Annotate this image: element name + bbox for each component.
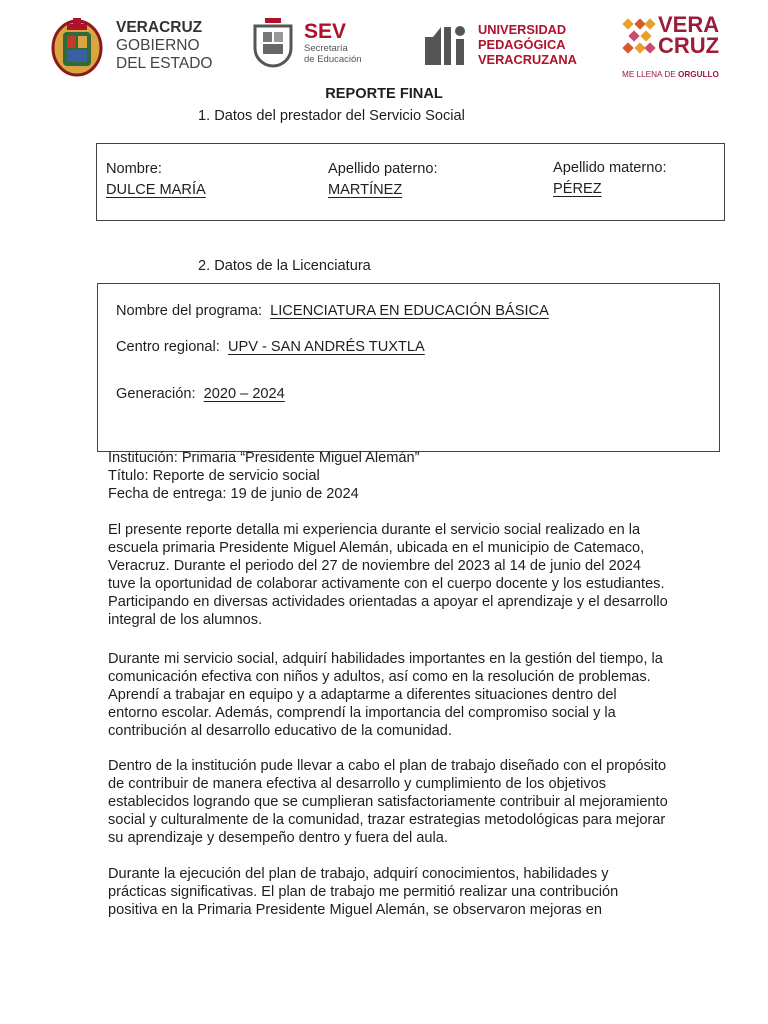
paterno-value: MARTÍNEZ [328,182,403,198]
report-title: REPORTE FINAL [325,86,443,102]
section-1-heading: 1. Datos del prestador del Servicio Social [198,108,465,124]
gobierno-line3: DEL ESTADO [116,55,213,72]
upv-emblem-icon [422,23,470,67]
brand-tag-a: ME LLENA DE [622,70,678,79]
upv-line3: VERACRUZANA [478,52,577,67]
generacion-value: 2020 – 2024 [203,386,285,402]
veracruz-brand-logo [622,14,732,84]
upv-logo [422,22,577,67]
meta-institucion: Institución: Primaria “Presidente Miguel Alemán” [108,450,420,466]
sev-logo [250,16,362,70]
sev-sub2: de Educación [304,54,362,65]
nombre-value: DULCE MARÍA [106,182,206,198]
gobierno-line1: VERACRUZ [116,19,203,36]
veracruz-coat-of-arms-icon [48,14,106,78]
upv-line2: PEDAGÓGICA [478,37,566,52]
materno-value: PÉREZ [553,181,602,197]
veracruz-gobierno-logo [48,14,212,78]
programa-label: Nombre del programa: [116,303,263,319]
meta-titulo: Título: Reporte de servicio social [108,468,320,484]
brand-line2: CRUZ [658,33,720,58]
meta-fecha: Fecha de entrega: 19 de junio de 2024 [108,486,359,502]
section-2-heading: 2. Datos de la Licenciatura [198,258,371,274]
paragraph-1: El presente reporte detalla mi experiencia durante el servicio social realizado en la escuela primaria Presidente Miguel Alemán, ubicada en el municipio de Catemaco, Veracruz. Durante el periodo del 27 de noviembre del 2023 al 14 de junio del 2024 tuve la oportunidad de colaborar activamente con el cuerpo docente y los estudiantes. Participando en diversas actividades orientadas a apoyar el aprendizaje y el desarrollo integral de los alumnos. [108,522,668,628]
sev-sub1: Secretaría [304,43,348,54]
paragraph-3: Dentro de la institución pude llevar a cabo el plan de trabajo diseñado con el propósito de contribuir de manera efectiva al desarrollo y cumplimiento de los objetivos establecidos logrando que se cumplieran satisfactoriamente contribuir al mejoramiento social y culturalmente de la comunidad, trazar estrategias metodológicas para mejorar su aprendizaje y desempeño dentro y fuera del aula. [108,758,668,846]
paterno-label: Apellido paterno: [328,161,438,177]
nombre-label: Nombre: [106,161,162,177]
centro-label: Centro regional: [116,339,220,355]
centro-value: UPV - SAN ANDRÉS TUXTLA [227,339,425,355]
meta-block [108,449,668,503]
veracruz-pattern-icon [622,18,656,58]
gobierno-line2: GOBIERNO [116,37,200,54]
brand-tag-b: ORGULLO [677,70,719,79]
materno-label: Apellido materno: [553,160,667,176]
paragraph-4: Durante la ejecución del plan de trabajo, adquirí conocimientos, habilidades y prácticas significativas. El plan de trabajo me permitió realizar una contribución positiva en la Primaria Presidente Miguel Alemán, se observaron mejoras en [108,866,619,918]
paragraph-2: Durante mi servicio social, adquirí habilidades importantes en la gestión del tiempo, la comunicación efectiva con niños y adultos, así como en la resolución de problemas. Aprendí a trabajar en equipo y a adaptarme a diferentes situaciones dentro del entorno escolar. Además, comprendí la importancia del compromiso social y la contribución al desarrollo educativo de la comunidad. [108,651,663,739]
sev-shield-icon [250,16,296,70]
upv-line1: UNIVERSIDAD [478,22,567,37]
brand-line1: VERA [658,12,720,37]
generacion-label: Generación: [116,386,196,402]
programa-value: LICENCIATURA EN EDUCACIÓN BÁSICA [270,303,549,319]
sev-title: SEV [304,20,347,43]
